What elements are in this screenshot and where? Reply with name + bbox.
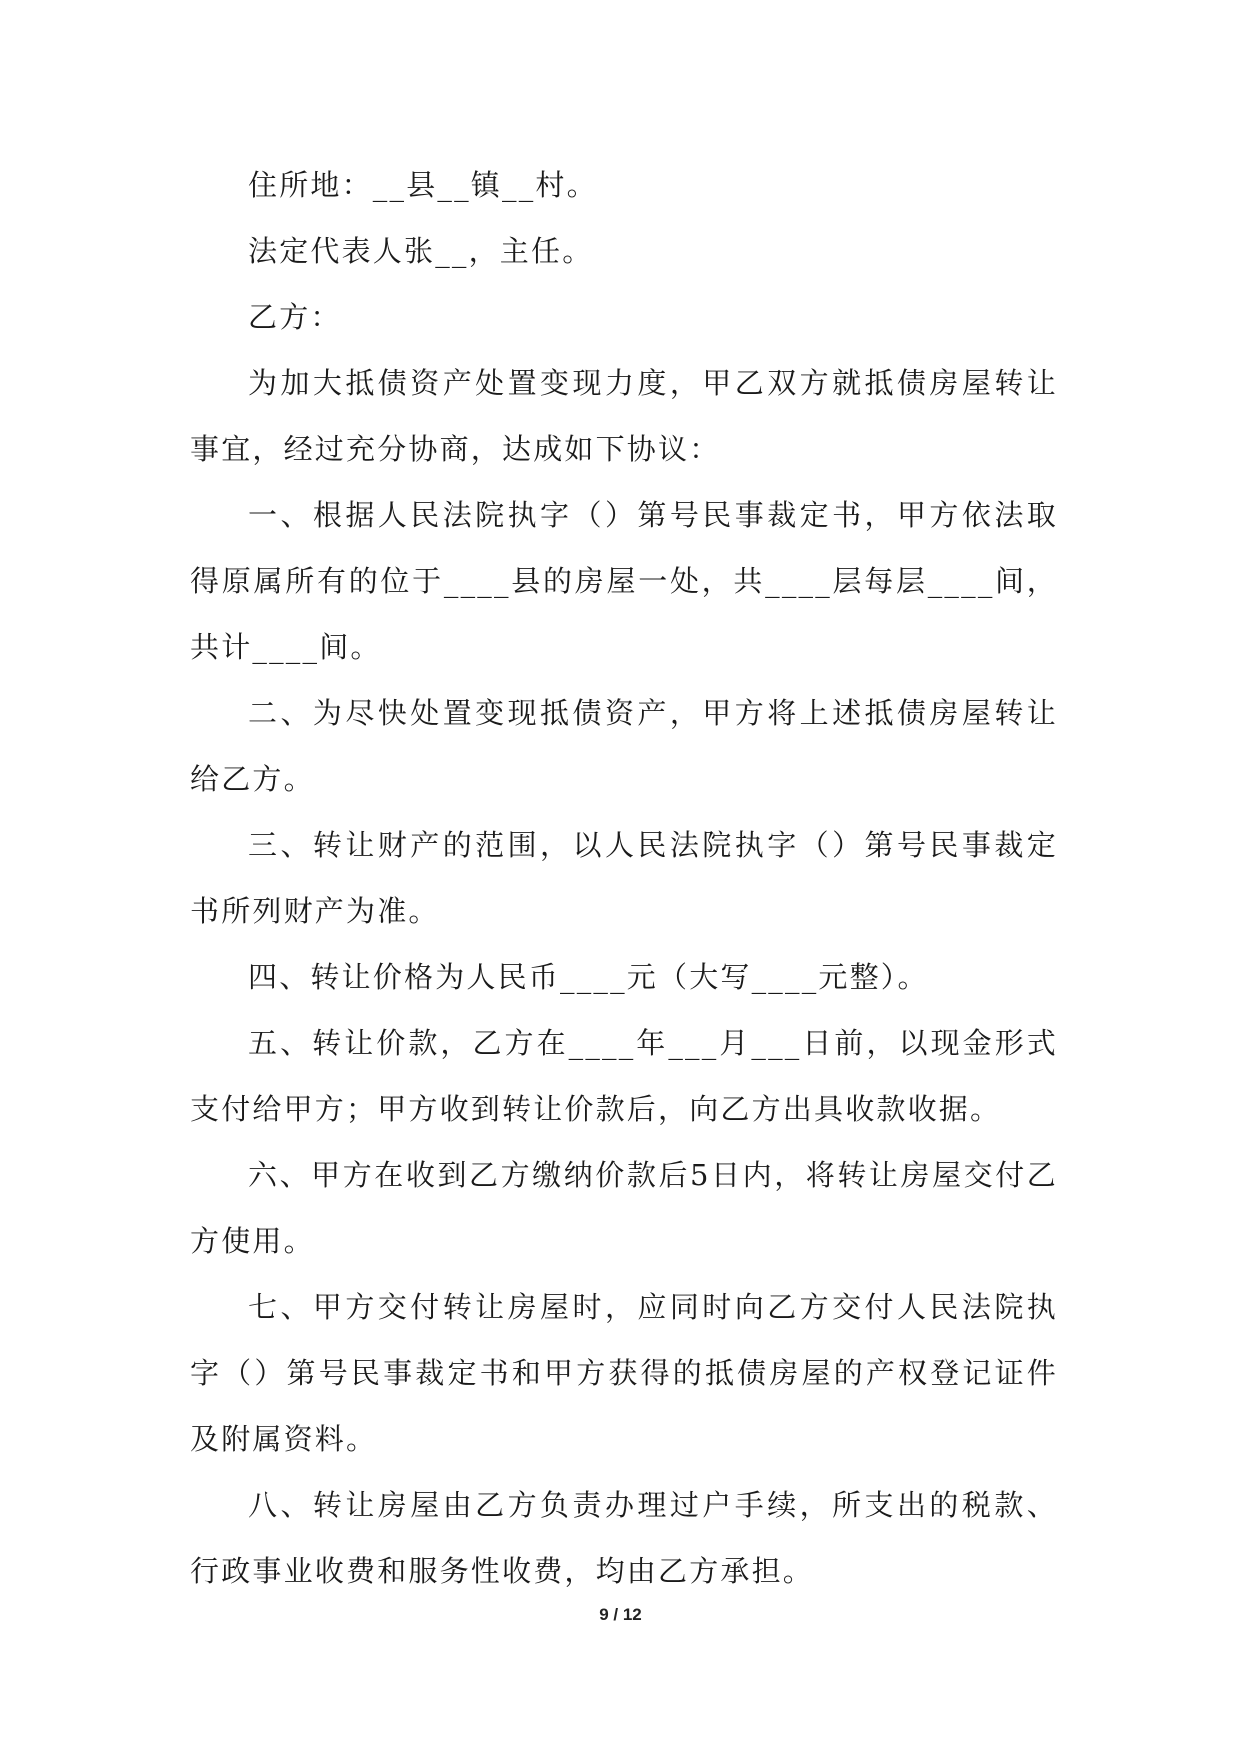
paragraph-clause-3: 三、转让财产的范围，以人民法院执字（）第号民事裁定书所列财产为准。 xyxy=(190,828,1058,928)
paragraph-clause-8: 八、转让房屋由乙方负责办理过户手续，所支出的税款、行政事业收费和服务性收费，均由乙方承担。 xyxy=(190,1488,1058,1588)
paragraph-preamble: 为加大抵债资产处置变现力度，甲乙双方就抵债房屋转让事宜，经过充分协商，达成如下协议： xyxy=(190,366,1058,466)
paragraph-legal-representative: 法定代表人张__，主任。 xyxy=(248,234,594,268)
paragraph-clause-7: 七、甲方交付转让房屋时，应同时向乙方交付人民法院执字（）第号民事裁定书和甲方获得的抵债房屋的产权登记证件及附属资料。 xyxy=(190,1290,1058,1456)
paragraph-party-b: 乙方： xyxy=(248,300,342,334)
paragraph-clause-1: 一、根据人民法院执字（）第号民事裁定书，甲方依法取得原属所有的位于____县的房屋一处，共____层每层____间，共计____间。 xyxy=(190,498,1058,664)
paragraph-address: 住所地：__县__镇__村。 xyxy=(248,168,598,202)
paragraph-clause-2: 二、为尽快处置变现抵债资产，甲方将上述抵债房屋转让给乙方。 xyxy=(190,696,1058,796)
paragraph-clause-6: 六、甲方在收到乙方缴纳价款后5日内，将转让房屋交付乙方使用。 xyxy=(190,1158,1058,1258)
page-number: 9 / 12 xyxy=(599,1605,642,1624)
paragraph-clause-5: 五、转让价款，乙方在____年___月___日前，以现金形式支付给甲方；甲方收到转让价款后，向乙方出具收款收据。 xyxy=(190,1026,1058,1126)
document-body xyxy=(190,152,1058,1604)
paragraph-clause-4: 四、转让价格为人民币____元（大写____元整）。 xyxy=(248,960,929,994)
